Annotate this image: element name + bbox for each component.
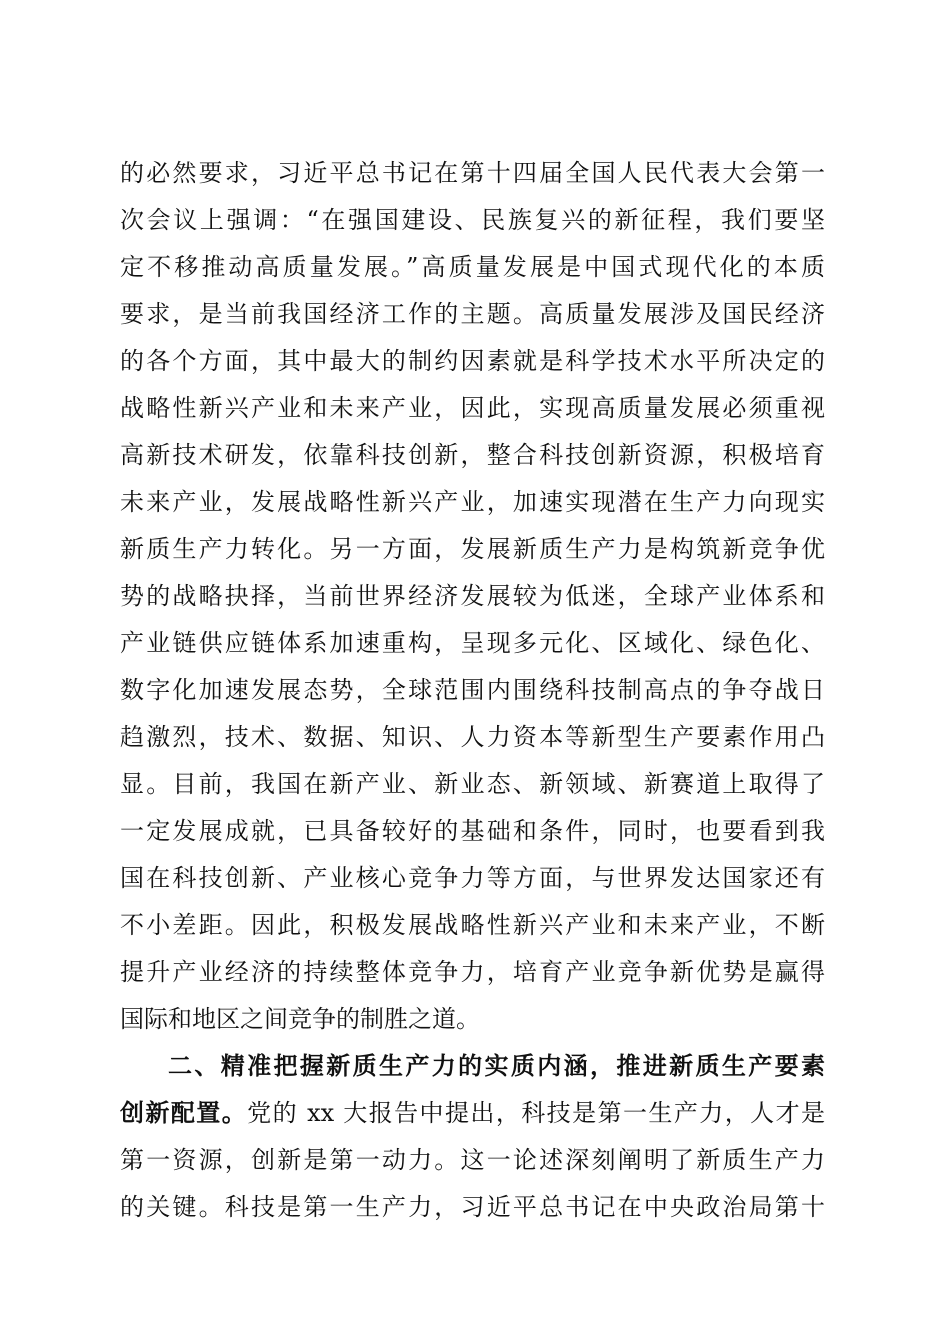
body-text [120, 150, 825, 1231]
paragraph-2 [120, 1043, 825, 1231]
paragraph-line: 次会议上强调：“在强国建设、民族复兴的新征程，我们要坚 [120, 206, 825, 234]
paragraph-2-lines [120, 1137, 825, 1231]
paragraph-line: 国在科技创新、产业核心竞争力等方面，与世界发达国家还有 [120, 864, 825, 892]
paragraph-line: 趋激烈，技术、数据、知识、人力资本等新型生产要素作用凸 [120, 723, 825, 751]
section-heading-tail: 创新配置。 [120, 1099, 248, 1127]
paragraph-line: 提升产业经济的持续整体竞争力，培育产业竞争新优势是赢得 [120, 958, 825, 986]
section-heading-line-2 [120, 1090, 825, 1137]
paragraph-line: 未来产业，发展战略性新兴产业，加速实现潜在生产力向现实 [120, 488, 825, 516]
paragraph-line: 高新技术研发，依靠科技创新，整合科技创新资源，积极培育 [120, 441, 825, 469]
paragraph-line: 第一资源，创新是第一动力。这一论述深刻阐明了新质生产力 [120, 1146, 825, 1174]
paragraph-line: 势的战略抉择，当前世界经济发展较为低迷，全球产业体系和 [120, 582, 825, 610]
paragraph-line: 国际和地区之间竞争的制胜之道。 [120, 1005, 480, 1033]
paragraph-line: 战略性新兴产业和未来产业，因此，实现高质量发展必须重视 [120, 394, 825, 422]
paragraph-line: 新质生产力转化。另一方面，发展新质生产力是构筑新竞争优 [120, 535, 825, 563]
section-heading-line-1: 二、精准把握新质生产力的实质内涵，推进新质生产要素 [168, 1052, 825, 1080]
paragraph-line: 定不移推动高质量发展。”高质量发展是中国式现代化的本质 [120, 253, 825, 281]
paragraph-1 [120, 150, 825, 1043]
paragraph-line: 显。目前，我国在新产业、新业态、新领域、新赛道上取得了 [120, 770, 825, 798]
paragraph-line: 产业链供应链体系加速重构，呈现多元化、区域化、绿色化、 [120, 629, 825, 657]
paragraph-2-line-2-text: 党的 xx 大报告中提出，科技是第一生产力，人才是 [247, 1099, 825, 1127]
paragraph-line: 一定发展成就，已具备较好的基础和条件，同时，也要看到我 [120, 817, 825, 845]
paragraph-line: 的各个方面，其中最大的制约因素就是科学技术水平所决定的 [120, 347, 825, 375]
paragraph-line: 的必然要求，习近平总书记在第十四届全国人民代表大会第一 [120, 159, 825, 187]
paragraph-line: 的关键。科技是第一生产力，习近平总书记在中央政治局第十 [120, 1193, 825, 1221]
paragraph-line: 数字化加速发展态势，全球范围内围绕科技制高点的争夺战日 [120, 676, 825, 704]
paragraph-line: 要求，是当前我国经济工作的主题。高质量发展涉及国民经济 [120, 300, 825, 328]
paragraph-line: 不小差距。因此，积极发展战略性新兴产业和未来产业，不断 [120, 911, 825, 939]
